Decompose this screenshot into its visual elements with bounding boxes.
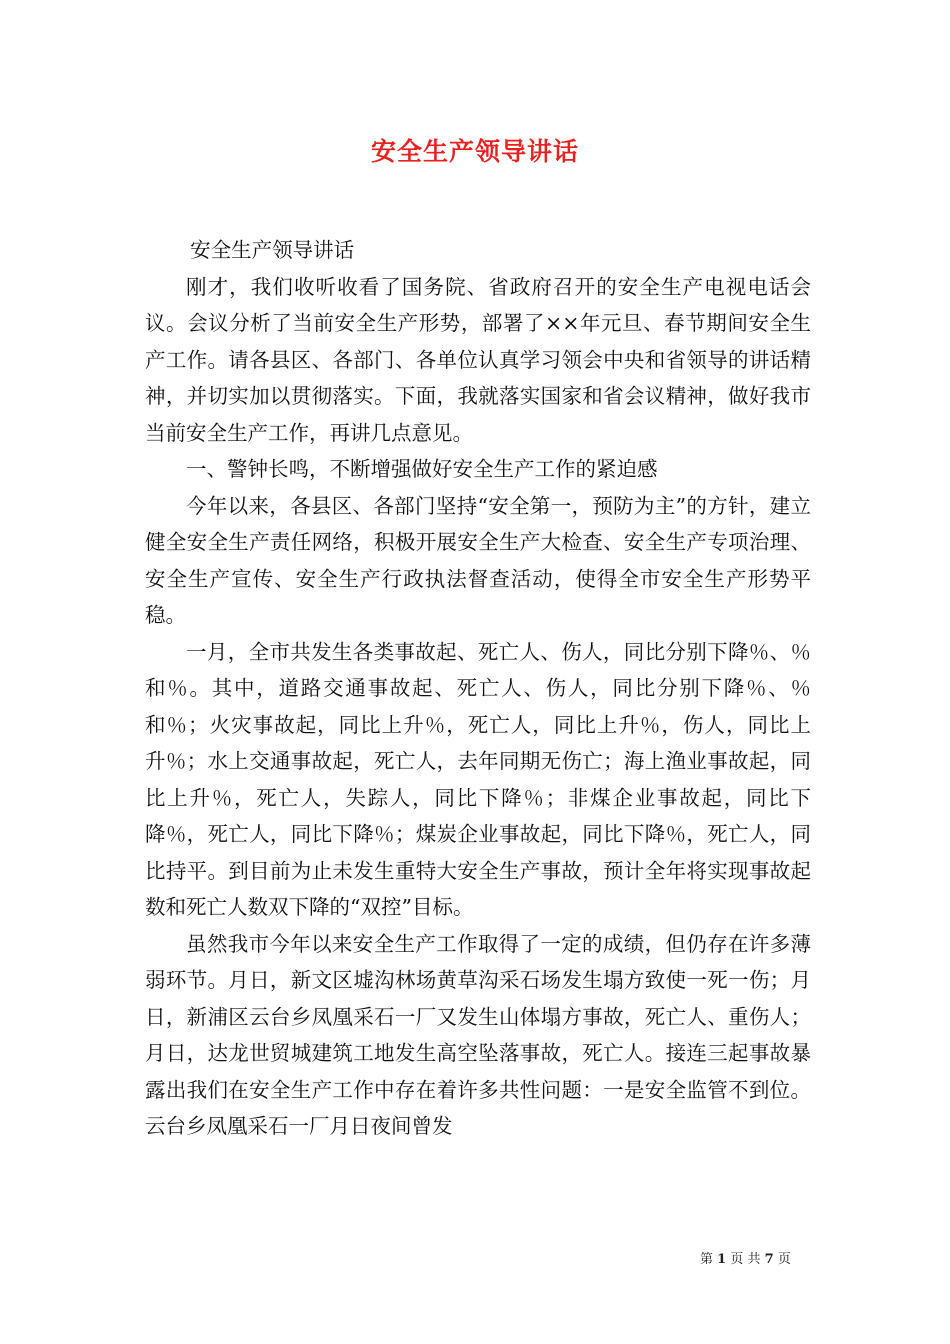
footer-current-page: 1 <box>717 1252 727 1267</box>
footer-suffix: 页 <box>777 1252 791 1267</box>
footer-middle: 页 共 <box>730 1252 761 1267</box>
page-number-footer <box>700 1248 791 1267</box>
footer-total-pages: 7 <box>764 1252 774 1267</box>
footer-prefix: 第 <box>700 1252 714 1267</box>
paragraph-statistics: 一月，全市共发生各类事故起、死亡人、伤人，同比分别下降％、％和％。其中，道路交通事故起、死亡人、伤人，同比分别下降％、％和％；火灾事故起，同比上升％，死亡人，同比上升％，伤人，同比上升％；水上交通事故起，死亡人，去年同期无伤亡；海上渔业事故起，同比上升％，死亡人，失踪人，同比下降％；非煤企业事故起，同比下降％，死亡人，同比下降％；煤炭企业事故起，同比下降％，死亡人，同比持平。到目前为止未发生重特大安全生产事故，预计全年将实现事故起数和死亡人数双下降的“双控”目标。 <box>145 639 811 919</box>
document-body <box>145 232 811 1145</box>
paragraph-intro: 刚才，我们收听收看了国务院、省政府召开的安全生产电视电话会议。会议分析了当前安全生产形势，部署了××年元旦、春节期间安全生产工作。请各县区、各部门、各单位认真学习领会中央和省领导的讲话精神，并切实加以贯彻落实。下面，我就落实国家和省会议精神，做好我市当前安全生产工作，再讲几点意见。 <box>145 274 811 445</box>
document-subtitle: 安全生产领导讲话 <box>190 238 355 262</box>
document-title: 安全生产领导讲话 <box>370 137 579 166</box>
section-heading-1: 一、警钟长鸣，不断增强做好安全生产工作的紧迫感 <box>186 457 658 481</box>
paragraph-weaknesses: 虽然我市今年以来安全生产工作取得了一定的成绩，但仍存在许多薄弱环节。月日，新文区墟沟林场黄草沟采石场发生塌方致使一死一伤；月日，新浦区云台乡凤凰采石一厂又发生山体塌方事故，死亡人、重伤人；月日，达龙世贸城建筑工地发生高空坠落事故，死亡人。接连三起事故暴露出我们在安全生产工作中存在着许多共性问题：一是安全监管不到位。云台乡凤凰采石一厂月日夜间曾发 <box>145 931 811 1138</box>
paragraph-policy: 今年以来，各县区、各部门坚持“安全第一，预防为主”的方针，建立健全安全生产责任网络，积极开展安全生产大检查、安全生产专项治理、安全生产宣传、安全生产行政执法督查活动，使得全市安全生产形势平稳。 <box>145 493 811 627</box>
